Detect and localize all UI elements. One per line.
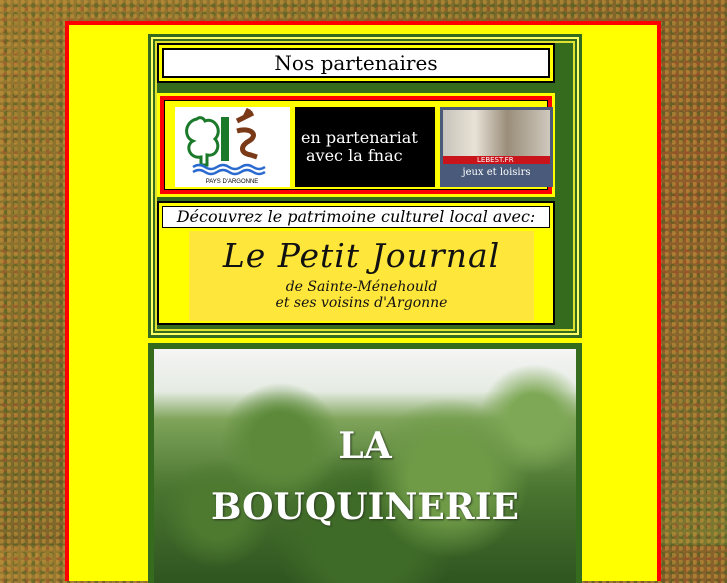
fnac-partner-link[interactable] [295, 107, 435, 187]
content-panel [69, 25, 657, 581]
bouquinerie-banner-link[interactable] [154, 349, 576, 583]
lebest-caption: jeux et loisirs [462, 167, 531, 178]
partners-title-box [157, 43, 555, 83]
lebest-brand: LEBEST.FR [443, 156, 550, 164]
bouquinerie-section [148, 343, 582, 583]
bouquinerie-line2: BOUQUINERIE [211, 486, 519, 528]
lebest-photo [443, 110, 550, 156]
journal-line3: et ses voisins d'Argonne [275, 295, 448, 311]
pays-argonne-logo [175, 107, 290, 187]
partners-section [148, 34, 582, 338]
partners-title: Nos partenaires [162, 48, 550, 78]
fnac-caption-1: en partenariat [301, 128, 418, 147]
fnac-caption-2: avec la fnac [306, 146, 403, 165]
petit-journal-banner-link[interactable] [189, 231, 534, 321]
pays-argonne-caption: PAYS D'ARGONNE [205, 179, 259, 185]
journal-title: Le Petit Journal [222, 236, 501, 275]
page-frame [65, 21, 661, 581]
partner-logos [157, 93, 555, 197]
journal-line2: de Sainte-Ménehould [285, 279, 438, 295]
patrimoine-tagline: Découvrez le patrimoine culturel local avec: [162, 206, 550, 228]
lebest-partner-link[interactable] [440, 107, 553, 187]
patrimoine-section [157, 201, 555, 325]
bouquinerie-line1: LA [338, 425, 392, 467]
pays-argonne-logo-link[interactable] [175, 107, 290, 187]
